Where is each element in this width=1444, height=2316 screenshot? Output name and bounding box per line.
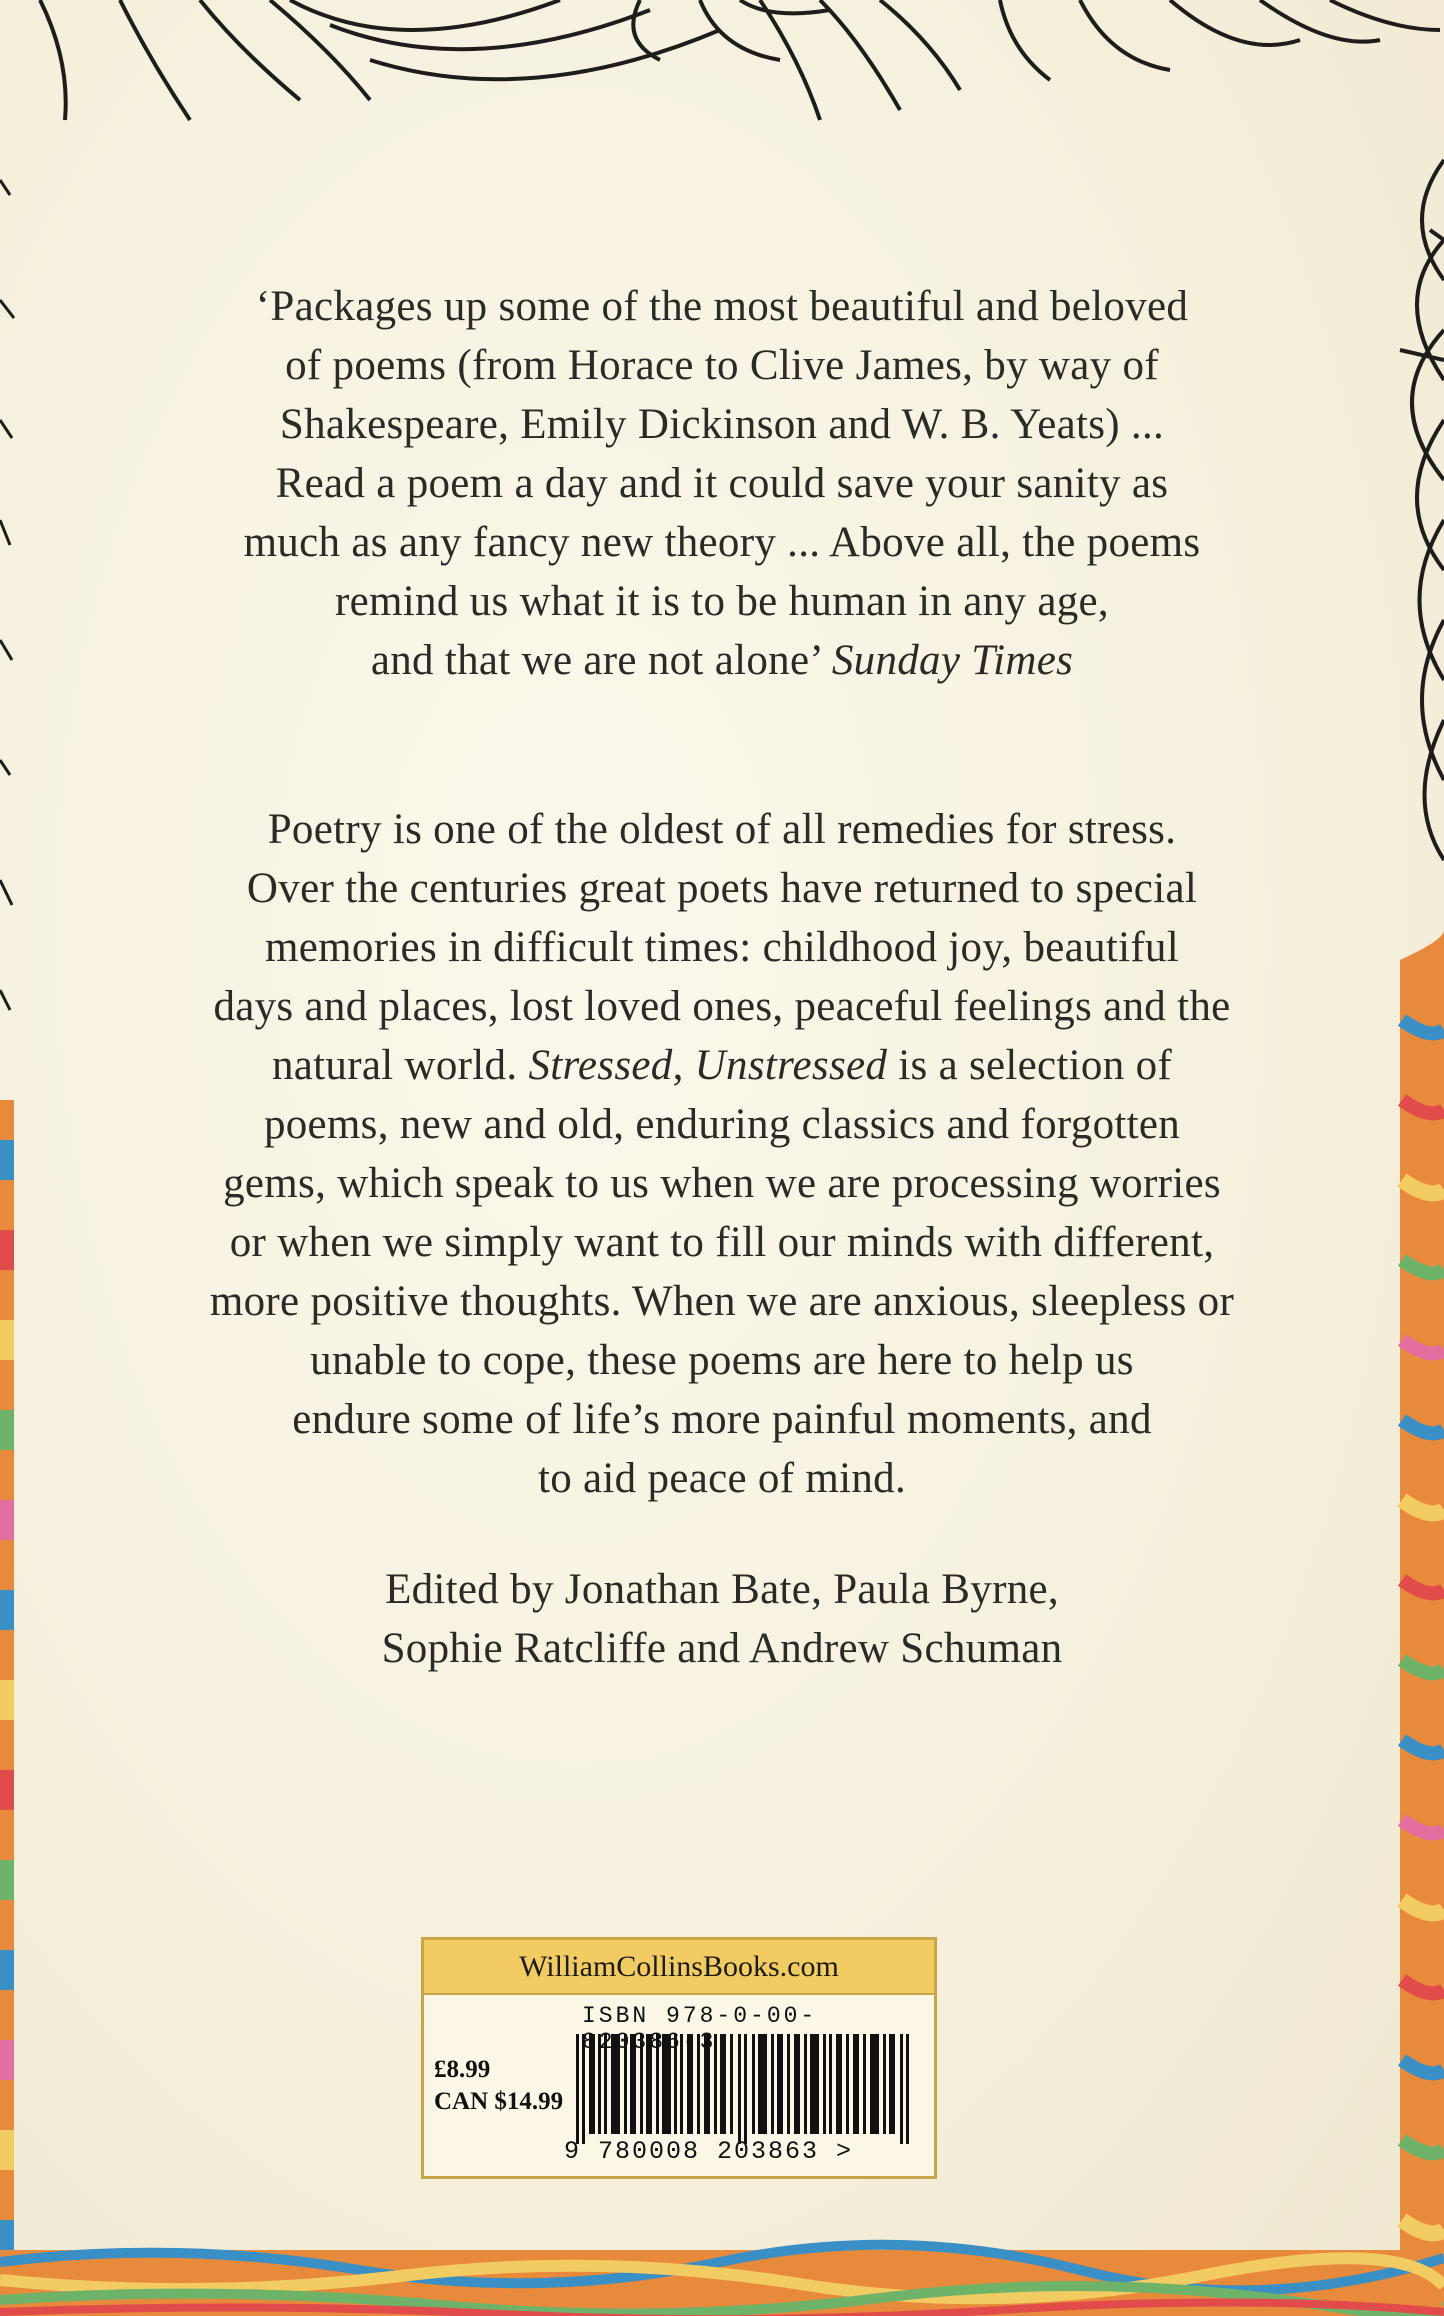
description-text: , bbox=[672, 1042, 695, 1089]
quote-line: much as any fancy new theory ... Above all, the poems bbox=[243, 519, 1201, 566]
quote-line-text: and that we are not alone’ bbox=[370, 637, 832, 684]
review-quote bbox=[0, 277, 1444, 690]
book-title-part: Stressed bbox=[528, 1042, 673, 1089]
quote-line: ‘Packages up some of the most beautiful and beloved bbox=[255, 283, 1189, 330]
isbn-label: ISBN 978-0-00-820 8 bbox=[582, 2003, 818, 2055]
bottom-stripes bbox=[0, 2245, 1444, 2316]
description-line: more positive thoughts. When we are anxious, sleepless or bbox=[209, 1278, 1235, 1325]
quote-line-last bbox=[0, 631, 1444, 690]
description-line: poems, new and old, enduring classics and forgotten bbox=[263, 1101, 1181, 1148]
editors-line: Edited by Jonathan Bate, Paula Byrne, bbox=[385, 1566, 1059, 1613]
editors-credit bbox=[0, 1560, 1444, 1678]
quote-line: Read a poem a day and it could save your sanity as bbox=[275, 460, 1169, 507]
description-line: days and places, lost loved ones, peaceful feelings and the bbox=[213, 983, 1231, 1030]
description-text: is a selection of bbox=[887, 1042, 1173, 1089]
editors-line: Sophie Ratcliffe and Andrew Schuman bbox=[381, 1625, 1063, 1672]
description-text: natural world. bbox=[271, 1042, 529, 1089]
description-line: or when we simply want to fill our minds with different, bbox=[229, 1219, 1215, 1266]
price-can: CAN $14.99 bbox=[434, 2088, 564, 2115]
quote-line: Shakespeare, Emily Dickinson and W. B. Yeats) ... bbox=[279, 401, 1165, 448]
book-title-part: Unstressed bbox=[694, 1042, 888, 1089]
description-line: Poetry is one of the oldest of all remedies for stress. bbox=[267, 806, 1177, 853]
quote-source: Sunday Times bbox=[831, 637, 1074, 684]
description-line: endure some of life’s more painful moments, and bbox=[292, 1396, 1152, 1443]
barcode-panel bbox=[421, 1937, 937, 2179]
description-line: to aid peace of mind. bbox=[537, 1455, 907, 1502]
quote-line: of poems (from Horace to Clive James, by way of bbox=[285, 342, 1159, 389]
barcode-digits: 9 780008 203863 > bbox=[564, 2137, 854, 2166]
description-line: memories in difficult times: childhood joy, beautiful bbox=[265, 924, 1179, 971]
description-line: Over the centuries great poets have returned to special bbox=[246, 865, 1198, 912]
barcode-bars bbox=[574, 2034, 914, 2144]
description-line bbox=[0, 1036, 1444, 1095]
description-line: unable to cope, these poems are here to help us bbox=[310, 1337, 1134, 1384]
description-line: gems, which speak to us when we are processing worries bbox=[223, 1160, 1221, 1207]
top-line-art bbox=[40, 0, 1440, 120]
price-gbp: £8.99 bbox=[434, 2056, 491, 2083]
book-description bbox=[0, 800, 1444, 1508]
quote-line: remind us what it is to be human in any age, bbox=[335, 578, 1109, 625]
publisher-website: WilliamCollinsBooks.com bbox=[424, 1940, 934, 1995]
